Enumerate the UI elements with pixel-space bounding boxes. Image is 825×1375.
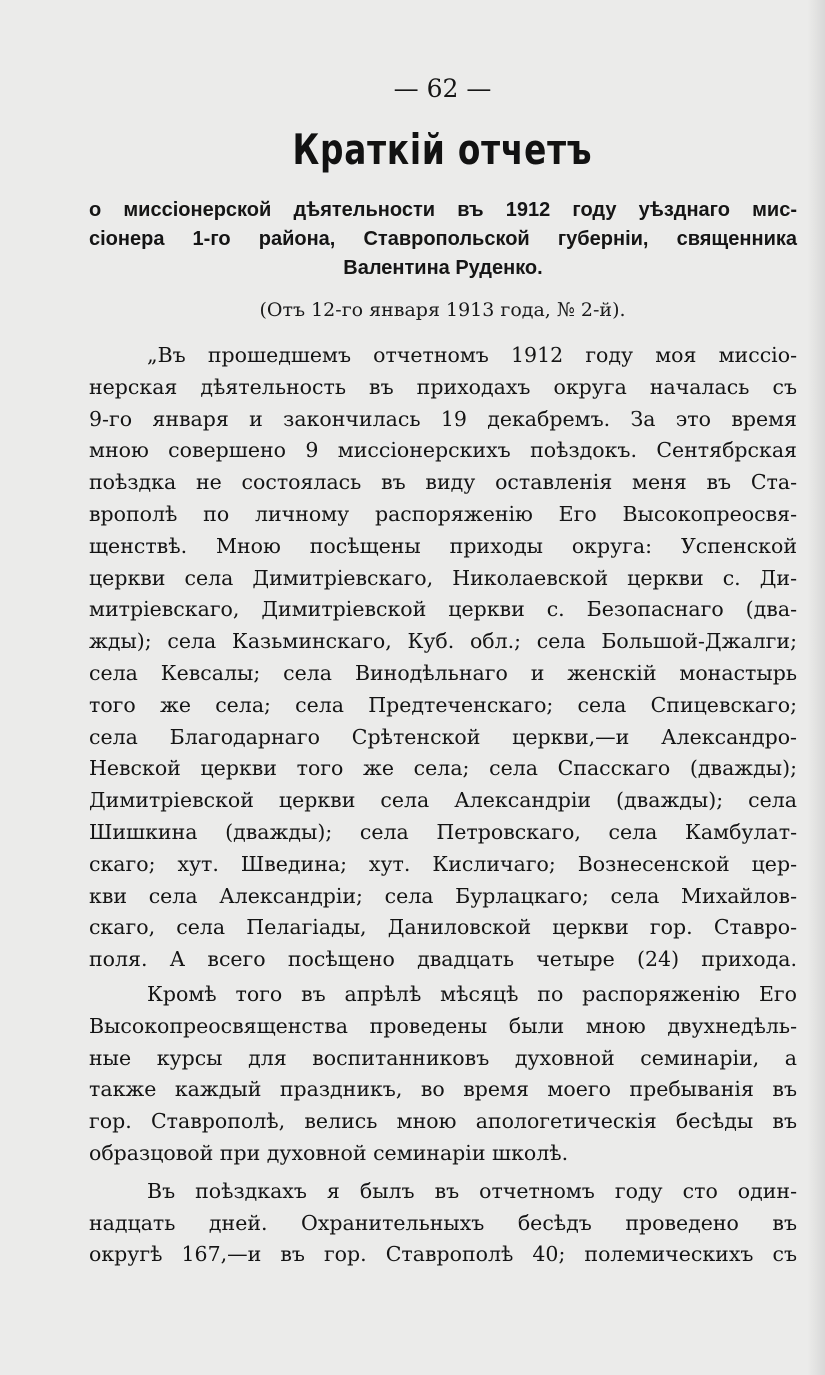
subtitle-line: о миссіонерской дѣятельности въ 1912 году уѣзднаго мис- bbox=[89, 199, 797, 221]
text-line: жды); села Казьминскаго, Куб. обл.; села Большой-Джалги; bbox=[89, 629, 797, 654]
text-line: села Благодарнаго Срѣтенской церкви,—и Александро- bbox=[89, 724, 797, 749]
subtitle-line: Валентина Руденко. bbox=[343, 257, 543, 279]
text-line: скаго, села Пелагіады, Даниловской церкви гор. Ставро- bbox=[89, 915, 797, 940]
text-line: церкви села Димитріевскаго, Николаевской церкви с. Ди- bbox=[89, 565, 797, 590]
text-line: села Кевсалы; села Винодѣльнаго и женскій монастырь bbox=[89, 660, 797, 685]
text-line: Въ поѣздкахъ я былъ въ отчетномъ году сто один- bbox=[147, 1178, 797, 1203]
document-title: Краткій отчетъ bbox=[292, 125, 593, 174]
text-line: надцать дней. Охранительныхъ бесѣдъ проведено въ bbox=[89, 1210, 797, 1235]
text-line: округѣ 167,—и въ гор. Ставрополѣ 40; полемическихъ съ bbox=[89, 1242, 797, 1267]
text-line: Шишкина (дважды); села Петровскаго, села Камбулат- bbox=[89, 819, 797, 844]
text-line: Кромѣ того въ апрѣлѣ мѣсяцѣ по распоряженію Его bbox=[147, 981, 797, 1006]
text-line: ные курсы для воспитанниковъ духовной семинаріи, а bbox=[89, 1045, 797, 1070]
date-reference: (Отъ 12-го января 1913 года, № 2-й). bbox=[259, 299, 626, 321]
subtitle-line: сіонера 1-го района, Ставропольской губерніи, священника bbox=[89, 228, 797, 250]
page-edge-shadow bbox=[807, 0, 825, 1375]
text-line: Невской церкви того же села; села Спасскаго (дважды); bbox=[89, 756, 797, 781]
text-line: кви села Александріи; села Бурлацкаго; села Михайлов- bbox=[89, 883, 797, 908]
text-line: митріевскаго, Димитріевской церкви с. Безопаснаго (два- bbox=[89, 597, 797, 622]
text-line: Димитріевской церкви села Александріи (дважды); села bbox=[89, 788, 797, 813]
text-line: того же села; села Предтеченскаго; села Спицевскаго; bbox=[89, 692, 797, 717]
text-line: „Въ прошедшемъ отчетномъ 1912 году моя миссіо- bbox=[147, 343, 797, 367]
text-line: скаго; хут. Шведина; хут. Кисличаго; Вознесенской цер- bbox=[89, 851, 797, 876]
paragraph-3 bbox=[89, 1176, 797, 1271]
text-line: Высокопреосвященства проведены были мною двухнедѣль- bbox=[89, 1013, 797, 1038]
text-line: поѣздка не состоялась въ виду оставленія меня въ Ста- bbox=[89, 470, 797, 495]
text-line: врополѣ по личному распоряженію Его Высокопреосвя- bbox=[89, 501, 797, 526]
text-line: щенствѣ. Мною посѣщены приходы округа: Успенской bbox=[89, 533, 797, 558]
text-line: гор. Ставрополѣ, велись мною апологетическія бесѣды въ bbox=[89, 1109, 797, 1134]
paragraph-1 bbox=[89, 340, 797, 976]
text-line: также каждый праздникъ, во время моего пребыванія въ bbox=[89, 1077, 797, 1102]
text-line: мною совершено 9 миссіонерскихъ поѣздокъ. Сентябрская bbox=[89, 438, 797, 463]
text-line: поля. А всего посѣщено двадцать четыре (24) прихода. bbox=[89, 947, 797, 972]
paragraph-2 bbox=[89, 979, 797, 1170]
text-line: образцовой при духовной семинаріи школѣ. bbox=[89, 1140, 569, 1165]
document-subtitle bbox=[89, 196, 797, 283]
text-line: нерская дѣятельность въ приходахъ округа началась съ bbox=[89, 374, 797, 399]
page-number: — 62 — bbox=[393, 74, 492, 103]
text-line: 9-го января и закончилась 19 декабремъ. За это время bbox=[89, 406, 797, 431]
body-text bbox=[89, 340, 797, 1271]
